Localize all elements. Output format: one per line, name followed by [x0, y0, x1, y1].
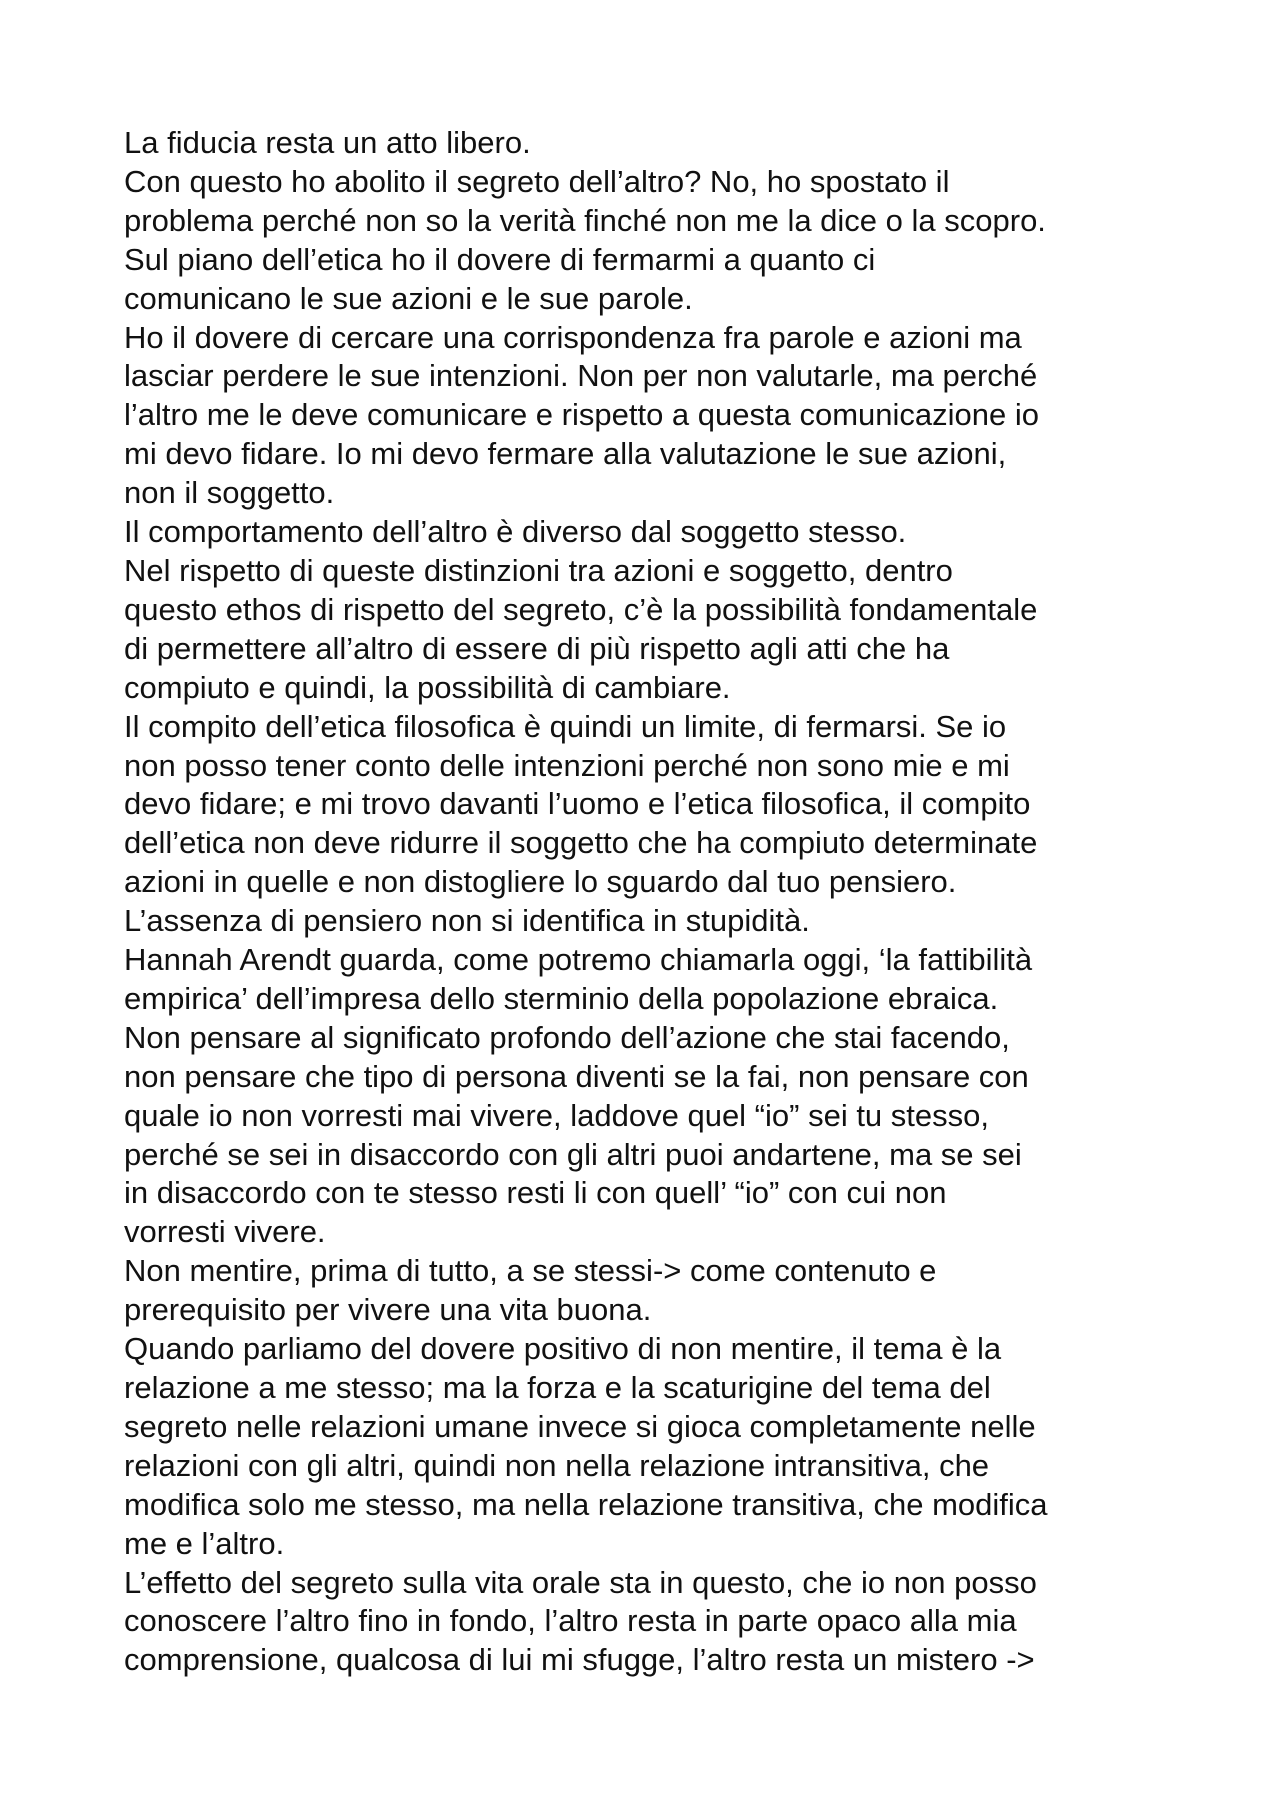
text-line: non il soggetto. [124, 475, 335, 511]
text-line: Non mentire, prima di tutto, a se stessi-> come contenuto e [124, 1253, 937, 1289]
body-text [124, 124, 1224, 1680]
text-line: Il comportamento dell’altro è diverso dal soggetto stesso. [124, 514, 907, 550]
text-line: relazione a me stesso; ma la forza e la scaturigine del tema del [124, 1370, 991, 1405]
text-line: devo fidare; e mi trovo davanti l’uomo e l’etica filosofica, il compito [124, 786, 1031, 822]
text-line: L’assenza di pensiero non si identifica in stupidità. [124, 903, 810, 939]
text-line: non posso tener conto delle intenzioni perché non sono mie e mi [124, 747, 1010, 783]
text-line: questo ethos di rispetto del segreto, c’è la possibilità fondamentale [124, 591, 1038, 627]
text-line: Hannah Arendt guarda, come potremo chiamarla oggi, ‘la fattibilità [124, 942, 1033, 978]
text-line: Quando parliamo del dovere positivo di non mentire, il tema è la [124, 1331, 1002, 1367]
text-line: L’effetto del segreto sulla vita orale sta in questo, che io non posso [124, 1564, 1037, 1600]
text-line: segreto nelle relazioni umane invece si gioca completamente nelle [124, 1408, 1036, 1444]
text-line: perché se sei in disaccordo con gli altri puoi andartene, ma se sei [124, 1136, 1022, 1172]
text-line: me e l’altro. [124, 1525, 285, 1561]
text-line: comunicano le sue azioni e le sue parole. [124, 280, 693, 316]
text-line: comprensione, qualcosa di lui mi sfugge, l’altro resta un mistero -> [124, 1642, 1035, 1678]
text-line: vorresti vivere. [124, 1214, 326, 1250]
text-line: relazioni con gli altri, quindi non nella relazione intransitiva, che [124, 1447, 990, 1483]
text-line: modifica solo me stesso, ma nella relazione transitiva, che modifica [124, 1486, 1048, 1522]
text-line: Ho il dovere di cercare una corrispondenza fra parole e azioni ma [124, 319, 1022, 355]
text-line: di permettere all’altro di essere di più rispetto agli atti che ha [124, 630, 950, 666]
text-line: Il compito dell’etica filosofica è quindi un limite, di fermarsi. Se io [124, 708, 1007, 744]
text-line: La fiducia resta un atto libero. [124, 125, 531, 160]
text-line: compiuto e quindi, la possibilità di cambiare. [124, 669, 731, 705]
text-line: azioni in quelle e non distogliere lo sguardo dal tuo pensiero. [124, 864, 957, 900]
text-line: in disaccordo con te stesso resti li con quell’ “io” con cui non [124, 1175, 947, 1211]
text-line: lasciar perdere le sue intenzioni. Non per non valutarle, ma perché [124, 358, 1038, 394]
text-line: prerequisito per vivere una vita buona. [124, 1292, 652, 1328]
text-line: Nel rispetto di queste distinzioni tra azioni e soggetto, dentro [124, 552, 953, 588]
text-line: conoscere l’altro fino in fondo, l’altro resta in parte opaco alla mia [124, 1603, 1017, 1639]
text-line: quale io non vorresti mai vivere, laddove quel “io” sei tu stesso, [124, 1097, 989, 1133]
text-line: Sul piano dell’etica ho il dovere di fermarmi a quanto ci [124, 241, 876, 277]
text-line: dell’etica non deve ridurre il soggetto che ha compiuto determinate [124, 825, 1038, 861]
text-line: l’altro me le deve comunicare e rispetto a questa comunicazione io [124, 397, 1039, 433]
text-line: Non pensare al significato profondo dell’azione che stai facendo, [124, 1019, 1010, 1055]
text-line: empirica’ dell’impresa dello sterminio della popolazione ebraica. [124, 980, 999, 1016]
text-line: Con questo ho abolito il segreto dell’altro? No, ho spostato il [124, 163, 950, 199]
text-line: mi devo fidare. Io mi devo fermare alla valutazione le sue azioni, [124, 436, 1007, 472]
text-line: non pensare che tipo di persona diventi se la fai, non pensare con [124, 1058, 1029, 1094]
text-line: problema perché non so la verità finché non me la dice o la scopro. [124, 202, 1046, 238]
